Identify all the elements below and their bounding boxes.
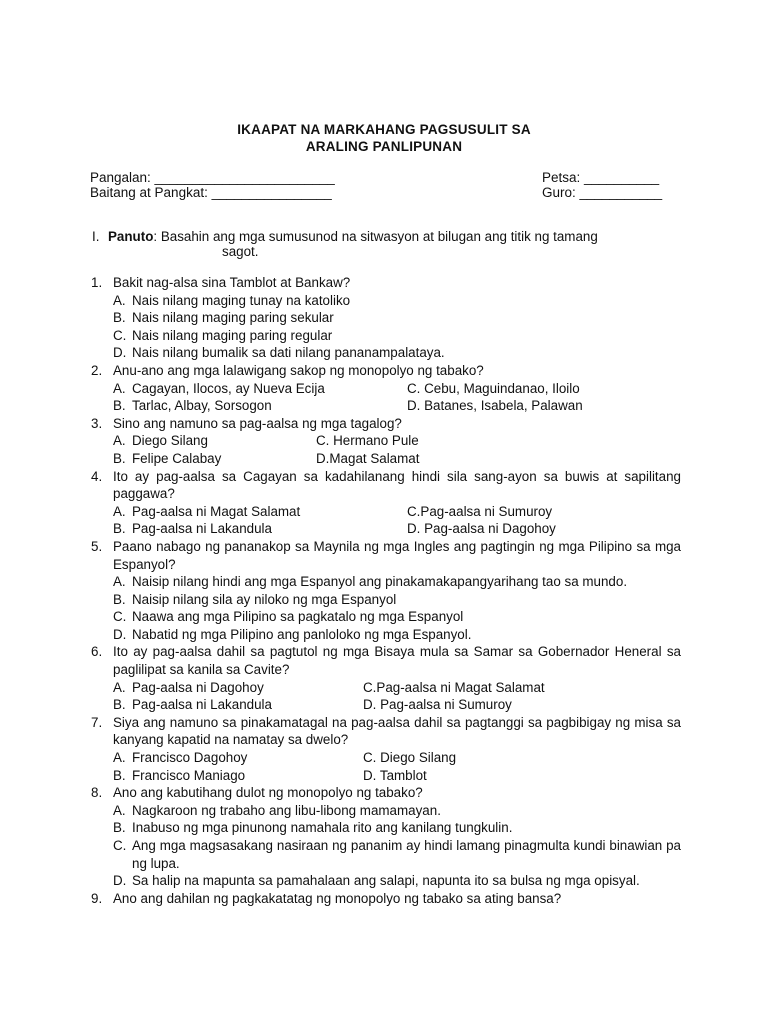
choice-item <box>363 749 456 767</box>
choice-list <box>113 749 681 784</box>
choice-letter: A. <box>113 292 126 308</box>
question-item <box>91 274 681 362</box>
choice-text: D. Tamblot <box>363 767 427 783</box>
choice-text: Nais nilang maging paring sekular <box>132 310 334 326</box>
choice-letter: A. <box>113 574 126 590</box>
choice-item <box>113 802 681 820</box>
choice-letter: A. <box>113 802 126 818</box>
choice-row <box>113 397 681 415</box>
choice-text: Nabatid ng mga Pilipino ang panloloko ng mga Espanyol. <box>132 626 472 642</box>
choice-letter: A. <box>113 503 126 519</box>
choice-letter: B. <box>113 310 126 326</box>
question-stem <box>91 643 681 678</box>
choice-text: D. Pag-aalsa ni Dagohoy <box>407 521 556 537</box>
choice-letter: A. <box>113 380 126 396</box>
choice-row <box>113 380 681 398</box>
choice-text: Diego Silang <box>132 433 208 449</box>
choice-letter: C. <box>113 838 127 853</box>
choice-text: C. Diego Silang <box>363 750 457 766</box>
question-text: Ito ay pag-aalsa sa Cagayan sa kadahilanang hindi sila sang-ayon sa buwis at sapilitang paggawa? <box>113 468 681 502</box>
question-number: 8. <box>91 785 103 801</box>
choice-row <box>113 696 681 714</box>
exam-title-line1: IKAAPAT NA MARKAHANG PAGSUSULIT SA <box>237 122 531 137</box>
choice-letter: B. <box>113 591 126 607</box>
choice-row <box>113 503 681 521</box>
exam-title-line2: ARALING PANLIPUNAN <box>305 139 463 154</box>
choice-row <box>113 520 681 538</box>
question-stem <box>91 362 681 380</box>
question-stem <box>91 468 681 503</box>
choice-item <box>113 679 363 697</box>
choice-item <box>113 696 363 714</box>
question-text: Siya ang namuno sa pinakamatagal na pag-aalsa dahil sa pagtanggi sa pagbibigay ng misa sa kanyang kapatid na namatay sa dwelo? <box>113 714 681 748</box>
question-text: Ano ang kabutihang dulot ng monopolyo ng tabako? <box>113 785 423 801</box>
choice-text: Sa halip na mapunta sa pamahalaan ang salapi, napunta ito sa bulsa ng mga opisyal. <box>132 873 640 889</box>
choice-item <box>113 591 681 609</box>
choice-row <box>113 749 681 767</box>
choice-text: Inabuso ng mga pinunong namahala rito ang kanilang tungkulin. <box>132 820 513 836</box>
question-text: Ano ang dahilan ng pagkakatatag ng monopolyo ng tabako sa ating bansa? <box>113 890 562 906</box>
choice-text: Felipe Calabay <box>132 450 222 466</box>
choice-item <box>363 767 427 785</box>
choice-list <box>113 503 681 538</box>
choice-text: C.Pag-aalsa ni Sumuroy <box>407 503 553 519</box>
choice-text: Nais nilang maging tunay na katoliko <box>132 292 351 308</box>
choice-item <box>113 327 681 345</box>
question-text: Sino ang namuno sa pag-aalsa ng mga tagalog? <box>113 415 402 431</box>
choice-letter: A. <box>113 750 126 766</box>
choice-list <box>113 432 681 467</box>
choice-list <box>113 573 681 643</box>
choice-text: Naawa ang mga Pilipino sa pagkatalo ng mga Espanyol <box>132 609 464 625</box>
choice-item <box>316 432 419 450</box>
question-text: Ito ay pag-aalsa dahil sa pagtutol ng mga Bisaya mula sa Samar sa Gobernador Heneral sa paglilipat sa kanila sa Cavite? <box>113 644 681 678</box>
choice-item <box>113 573 681 591</box>
choice-letter: B. <box>113 697 126 713</box>
choice-text: D.Magat Salamat <box>316 450 420 466</box>
choice-text: Pag-aalsa ni Magat Salamat <box>132 503 301 519</box>
choice-letter: B. <box>113 820 126 836</box>
choice-item <box>113 837 681 872</box>
choice-item <box>113 292 681 310</box>
choice-text: Pag-aalsa ni Dagohoy <box>132 679 264 695</box>
question-stem <box>91 714 681 749</box>
question-number: 2. <box>91 362 103 378</box>
choice-list <box>113 380 681 415</box>
choice-list <box>113 802 681 890</box>
question-item <box>91 714 681 784</box>
choice-item <box>113 608 681 626</box>
choice-item <box>363 679 545 697</box>
choice-item <box>407 520 556 538</box>
instructions-text: : Basahin ang mga sumusunod na sitwasyon at bilugan ang titik ng tamang <box>153 229 598 244</box>
choice-text: D. Batanes, Isabela, Palawan <box>407 398 583 414</box>
choice-item <box>407 380 580 398</box>
choice-item <box>113 626 681 644</box>
choice-item <box>113 450 316 468</box>
choice-list <box>113 679 681 714</box>
choice-row <box>113 679 681 697</box>
choice-text: Francisco Dagohoy <box>132 750 248 766</box>
date-field: Petsa: __________ <box>542 170 660 185</box>
question-text: Bakit nag-alsa sina Tamblot at Bankaw? <box>113 275 351 290</box>
choice-list <box>113 292 681 362</box>
choice-text: C. Cebu, Maguindanao, Iloilo <box>407 380 580 396</box>
choice-item <box>113 397 407 415</box>
instructions <box>92 229 682 259</box>
question-item <box>91 415 681 468</box>
choice-item <box>113 380 407 398</box>
question-number: 6. <box>91 644 103 660</box>
choice-item <box>113 503 407 521</box>
choice-item <box>316 450 419 468</box>
question-list <box>91 274 681 907</box>
choice-text: Francisco Maniago <box>132 767 246 783</box>
choice-item <box>113 344 681 362</box>
choice-letter: A. <box>113 679 126 695</box>
choice-row <box>113 450 681 468</box>
choice-text: Naisip nilang sila ay niloko ng mga Espanyol <box>132 591 397 607</box>
question-item <box>91 362 681 415</box>
choice-letter: D. <box>113 873 127 889</box>
choice-text: Pag-aalsa ni Lakandula <box>132 521 272 537</box>
choice-text: Tarlac, Albay, Sorsogon <box>132 398 272 414</box>
choice-item <box>113 309 681 327</box>
instructions-roman: I. <box>92 229 100 244</box>
question-number: 9. <box>91 890 103 906</box>
choice-text: Nagkaroon ng trabaho ang libu-libong mamamayan. <box>132 802 441 818</box>
choice-row <box>113 432 681 450</box>
choice-text: D. Pag-aalsa ni Sumuroy <box>363 697 512 713</box>
choice-item <box>113 819 681 837</box>
choice-letter: B. <box>113 521 126 537</box>
name-field: Pangalan: ________________________ <box>90 170 335 185</box>
choice-item <box>363 696 512 714</box>
choice-letter: C. <box>113 609 127 625</box>
question-text: Paano nabago ng pananakop sa Maynila ng mga Ingles ang pagtingin ng mga Pilipino sa mga Espanyol? <box>113 538 681 572</box>
choice-item <box>113 767 363 785</box>
question-number: 5. <box>91 538 103 554</box>
choice-letter: B. <box>113 767 126 783</box>
choice-text: Nais nilang maging paring regular <box>132 327 333 343</box>
choice-text: Nais nilang bumalik sa dati nilang pananampalataya. <box>132 345 445 361</box>
question-stem <box>91 538 681 573</box>
choice-item <box>113 749 363 767</box>
choice-item <box>407 503 552 521</box>
choice-text: C. Hermano Pule <box>316 433 419 449</box>
instructions-label: Panuto <box>108 229 154 244</box>
choice-text: Ang mga magsasakang nasiraan ng pananim ay hindi lamang pinagmulta kundi binawian pa ng lupa. <box>132 838 681 871</box>
choice-letter: D. <box>113 626 127 642</box>
choice-letter: B. <box>113 450 126 466</box>
choice-item <box>113 872 681 890</box>
question-item <box>91 468 681 538</box>
question-number: 1. <box>91 275 103 290</box>
question-item <box>91 538 681 644</box>
choice-letter: B. <box>113 398 126 414</box>
question-stem <box>91 890 681 908</box>
choice-text: Pag-aalsa ni Lakandula <box>132 697 272 713</box>
grade-section-field: Baitang at Pangkat: ________________ <box>90 185 332 200</box>
question-number: 7. <box>91 714 103 730</box>
question-stem <box>91 415 681 433</box>
choice-letter: A. <box>113 433 126 449</box>
choice-text: Naisip nilang hindi ang mga Espanyol ang pinakamakapangyarihang tao sa mundo. <box>132 574 628 590</box>
question-text: Anu-ano ang mga lalawigang sakop ng monopolyo ng tabako? <box>113 362 484 378</box>
choice-item <box>113 520 407 538</box>
question-item <box>91 784 681 890</box>
choice-text: C.Pag-aalsa ni Magat Salamat <box>363 679 545 695</box>
question-item <box>91 890 681 908</box>
choice-text: Cagayan, Ilocos, ay Nueva Ecija <box>132 380 325 396</box>
question-number: 3. <box>91 415 103 431</box>
question-number: 4. <box>91 468 103 484</box>
question-stem <box>91 784 681 802</box>
choice-item <box>407 397 583 415</box>
choice-letter: D. <box>113 345 127 361</box>
question-item <box>91 643 681 713</box>
choice-row <box>113 767 681 785</box>
choice-letter: C. <box>113 327 127 343</box>
instructions-text-cont: sagot. <box>222 244 259 259</box>
question-stem <box>91 274 681 292</box>
teacher-field: Guro: ___________ <box>542 185 663 200</box>
choice-item <box>113 432 316 450</box>
